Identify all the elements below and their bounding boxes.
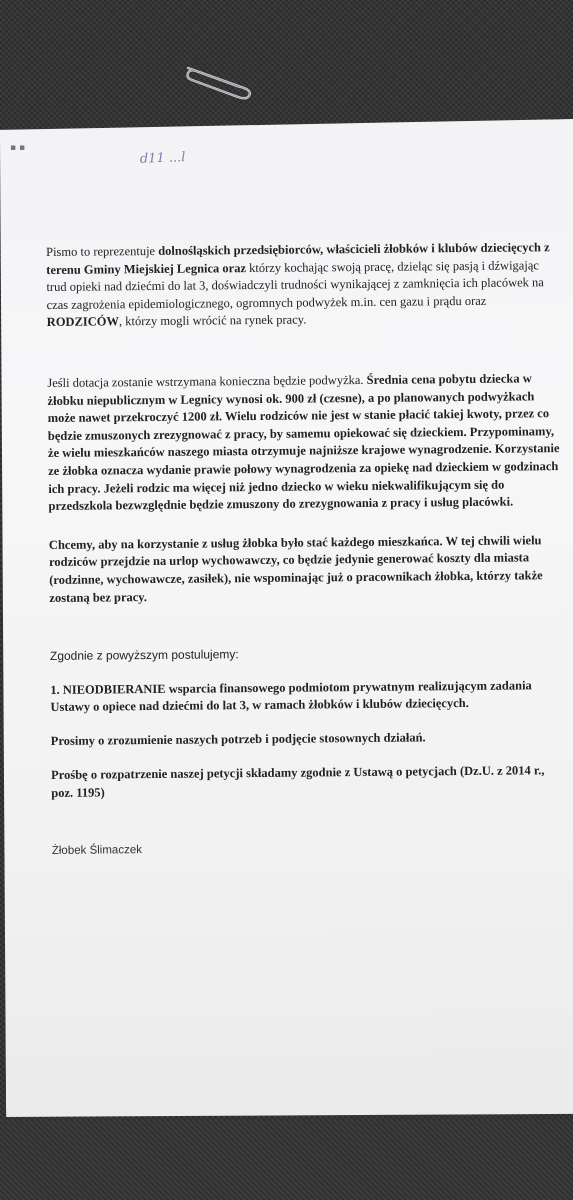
petition-body <box>46 239 564 860</box>
postulate-intro: Zgodnie z powyższym postulujemy: <box>49 647 239 664</box>
intro-paragraph: Pismo to reprezentuje dolnośląskich przedsiębiorców, właścicieli żłobków i klubów dziecięcych z terenu Gminy Miejskiej Legnica oraz którzy kochając swoją pracę, dzieląc się pasją i dźwigając trud opieki nad dziećmi do lat 3, doświadczyli trudności wynikającej z zamknięcia ich placówek na czas zagrożenia epidemiologicznego, ogromnych podwyżek m.in. cen gazu i prądu oraz RODZICÓW, którzy mogli wrócić na rynek pracy. <box>46 240 550 330</box>
price-paragraph: Jeśli dotacja zostanie wstrzymana konieczna będzie podwyżka. Średnia cena pobytu dziecka w żłobku niepublicznym w Legnicy wynosi ok. 900 zł (czesne), a po planowanych podwyżkach może nawet przekroczyć 1200 zł. Wielu rodziców nie jest w stanie płacić takiej kwoty, przez co będzie zmuszonych zrezygnować z pracy, by samemu opiekować się dzieckiem. Przypominamy, że wielu mieszkańców naszego miasta otrzymuje najniższe krajowe wynagrodzenie. Korzystanie ze żłobka oznacza wydanie prawie połowy wynagrodzenia za opiekę nad dzieckiem w godzinach ich pracy. Jeżeli rodzic ma więcej niż jedno dziecko w wieku niekwalifikującym się do przedszkola bezwzględnie będzie zmuszony do zrezygnowania z pracy i usług placówki. <box>47 371 560 514</box>
chair-fabric <box>0 1120 573 1200</box>
paperclip-icon <box>178 60 258 100</box>
signature: Żłobek Ślimaczek <box>51 843 143 857</box>
legal-basis-paragraph: Prośbę o rozpatrzenie naszej petycji składamy zgodnie z Ustawą o petycjach (Dz.U. z 2014 r., poz. 1195) <box>51 763 545 801</box>
request-paragraph: Prosimy o zrozumienie naszych potrzeb i podjęcie stosownych działań. <box>50 730 426 748</box>
affordability-paragraph: Chcemy, aby na korzystanie z usług żłobka było stać każdego mieszkańca. W tej chwili wielu rodziców przejdzie na urlop wychowawczy, co będzie jedynie generować koszty dla miasta (rodzinne, wychowawcze, zasiłek), nie wspominając już o pracownikach żłobka, którzy także zostaną bez pracy. <box>48 532 543 605</box>
page-marks: ▪ ▪ <box>10 143 26 153</box>
handwritten-note: d11 ...l <box>139 150 186 167</box>
postulate-item-1: 1. NIEODBIERANIE wsparcia finansowego podmiotom prywatnym realizującym zadania Ustawy o opiece nad dziećmi do lat 3, w ramach żłobków i klubów dziecięcych. <box>50 678 532 715</box>
